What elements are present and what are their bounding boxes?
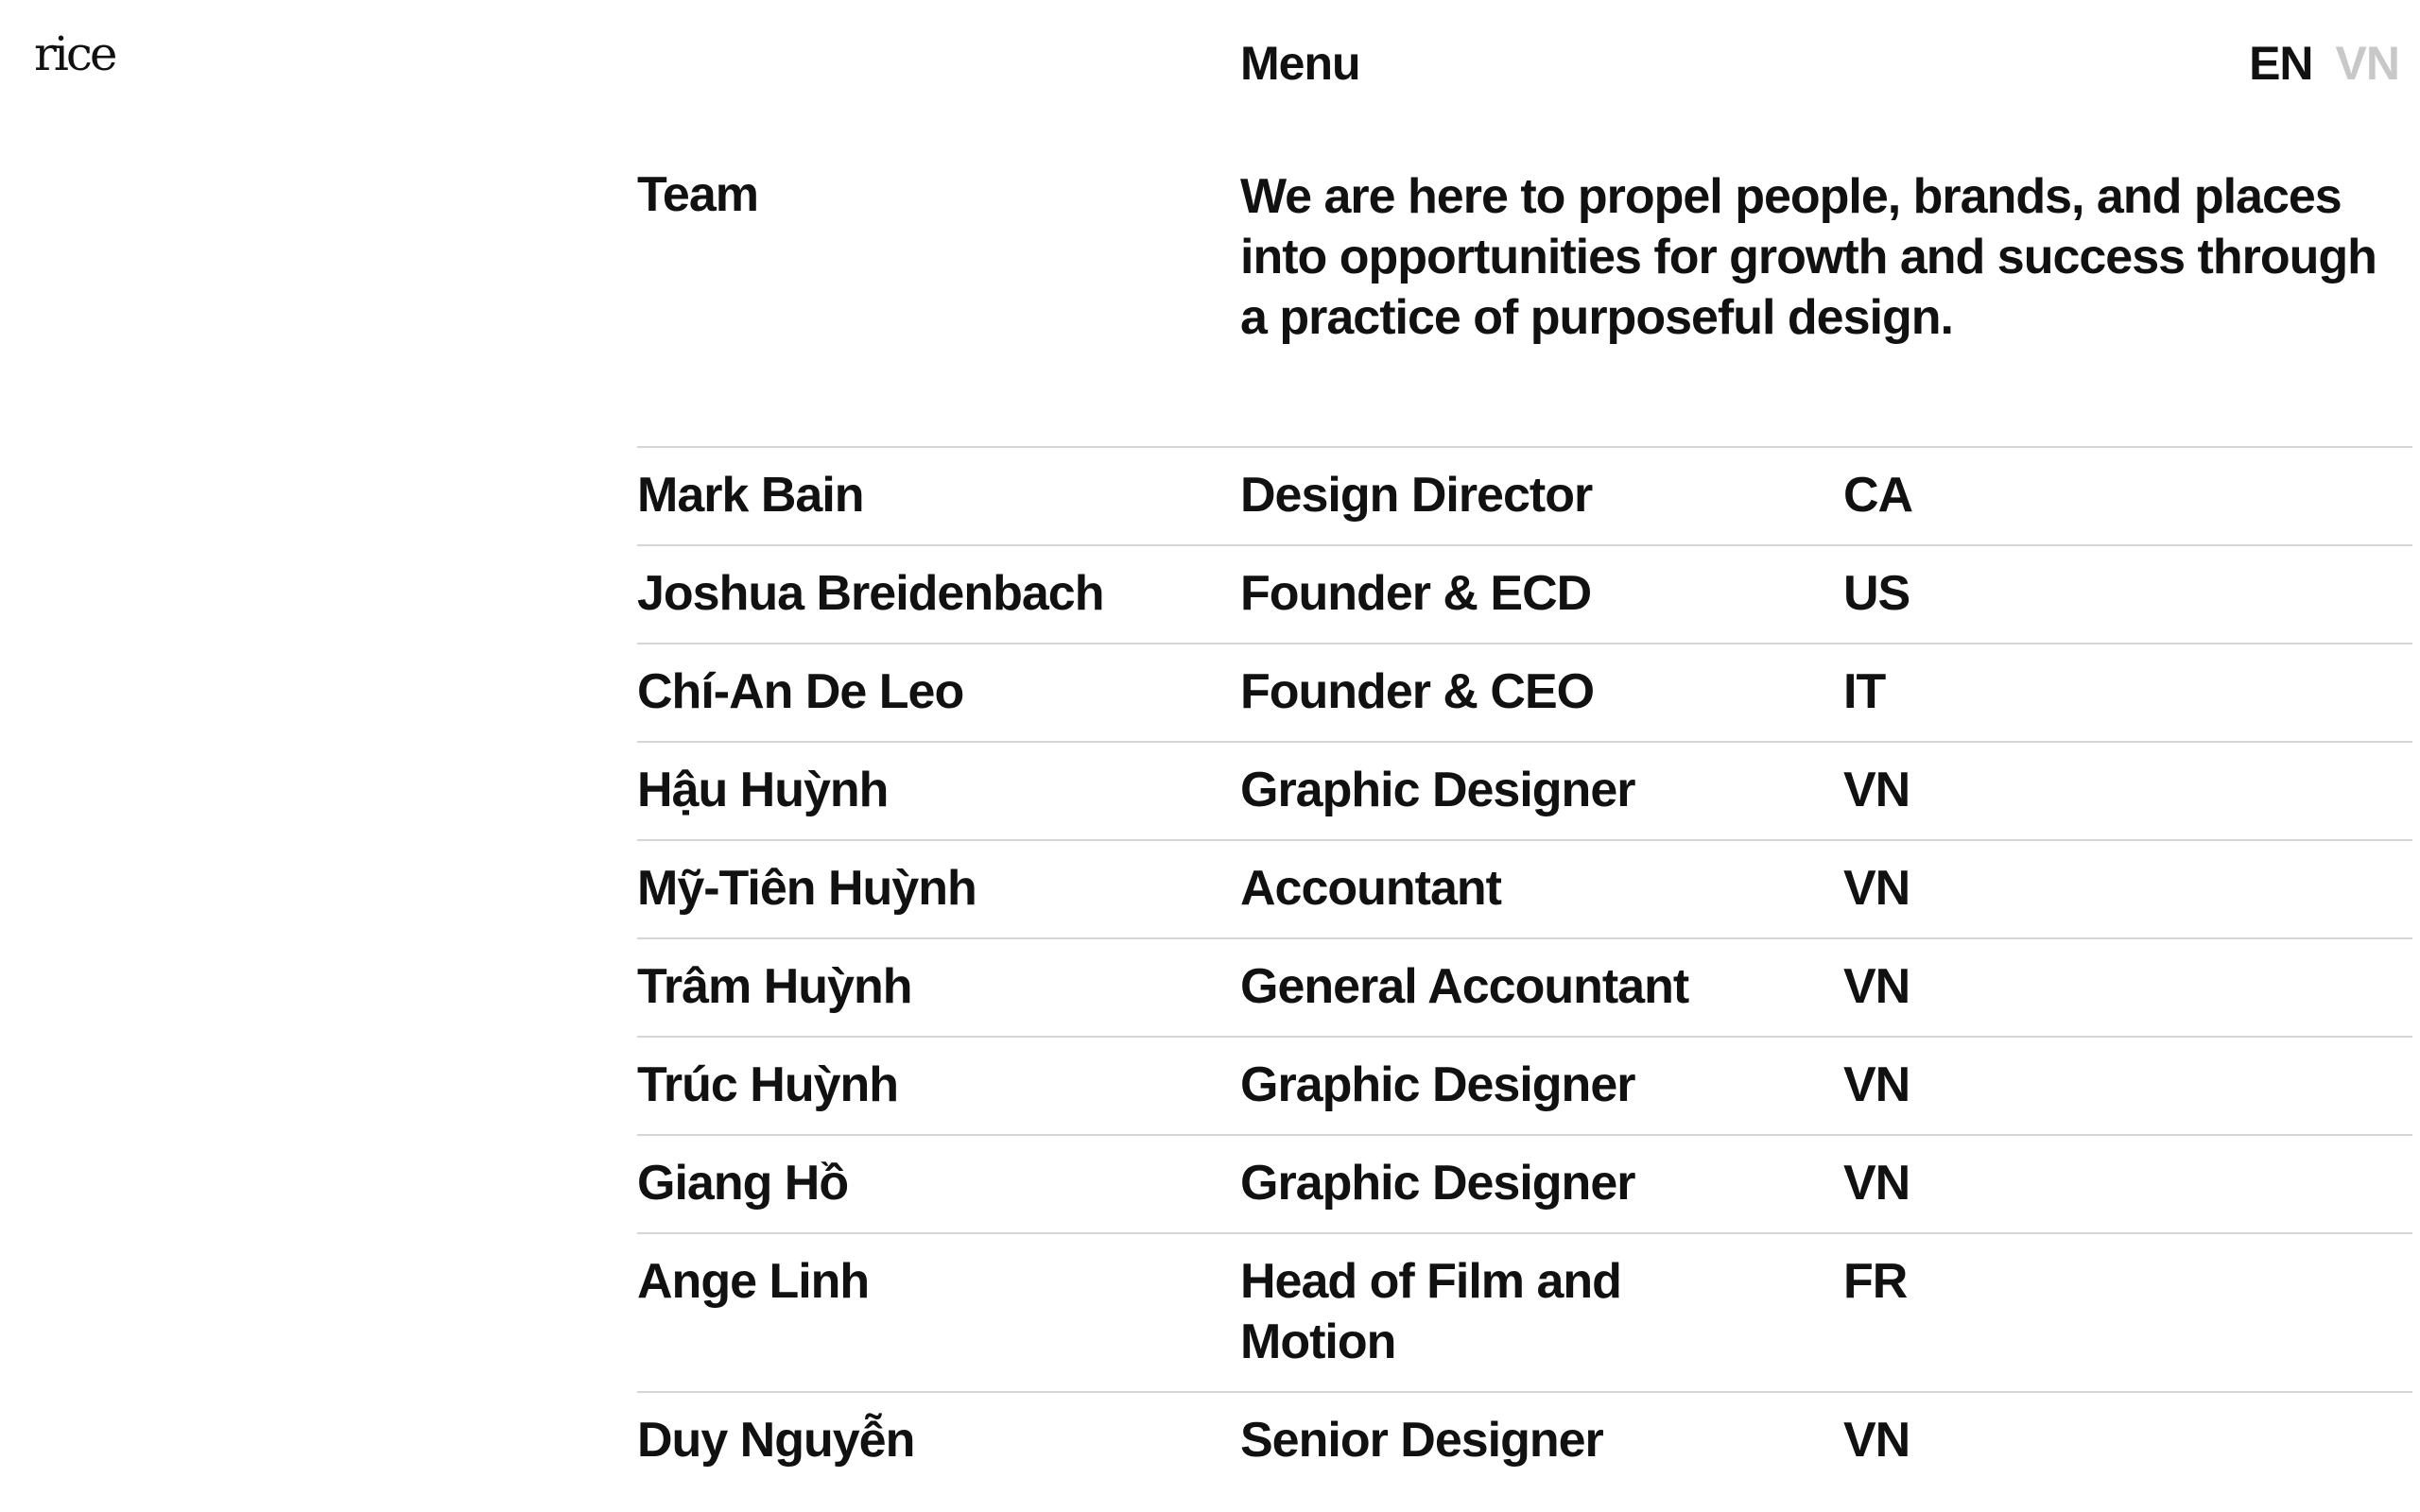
lang-vn-button[interactable]: VN <box>2335 37 2399 90</box>
member-role: Design Director <box>1240 468 1593 523</box>
member-name: Ange Linh <box>637 1254 870 1309</box>
team-table <box>637 446 2412 1489</box>
table-row <box>637 1391 2412 1489</box>
member-name: Joshua Breidenbach <box>637 566 1104 621</box>
language-switcher <box>2249 36 2399 91</box>
member-role: General Accountant <box>1240 959 1689 1014</box>
menu-button[interactable]: Menu <box>1240 37 1360 90</box>
lang-en-button[interactable]: EN <box>2249 37 2313 90</box>
member-role: Graphic Designer <box>1240 763 1635 817</box>
table-row <box>637 937 2412 1036</box>
table-row <box>637 1134 2412 1232</box>
member-country: US <box>1843 566 1910 621</box>
member-name: Mark Bain <box>637 468 864 523</box>
member-role: Senior Designer <box>1240 1413 1603 1468</box>
table-row <box>637 741 2412 839</box>
member-role: Accountant <box>1240 861 1501 916</box>
member-name: Trâm Huỳnh <box>637 959 912 1014</box>
member-name: Chí-An De Leo <box>637 664 964 719</box>
member-country: FR <box>1843 1254 1908 1309</box>
intro-text: We are here to propel people, brands, and places into opportunities for growth and success through a practice of purposeful design. <box>1240 169 2377 345</box>
table-row <box>637 643 2412 741</box>
member-country: CA <box>1843 468 1913 523</box>
member-role: Founder & CEO <box>1240 664 1595 719</box>
table-row <box>637 1232 2412 1391</box>
site-header <box>0 0 2420 123</box>
member-name: Giang Hồ <box>637 1156 849 1211</box>
table-row <box>637 1036 2412 1134</box>
member-name: Trúc Huỳnh <box>637 1057 899 1112</box>
table-row <box>637 544 2412 643</box>
member-country: VN <box>1843 763 1910 817</box>
member-role: Graphic Designer <box>1240 1057 1635 1112</box>
member-name: Hậu Huỳnh <box>637 763 889 817</box>
member-country: IT <box>1843 664 1886 719</box>
member-country: VN <box>1843 959 1910 1014</box>
member-role: Head of Film and Motion <box>1240 1254 1621 1369</box>
member-country: VN <box>1843 1413 1910 1468</box>
member-role: Graphic Designer <box>1240 1156 1635 1211</box>
member-country: VN <box>1843 1057 1910 1112</box>
member-country: VN <box>1843 1156 1910 1211</box>
member-country: VN <box>1843 861 1910 916</box>
member-role: Founder & ECD <box>1240 566 1592 621</box>
section-title: Team <box>637 167 758 222</box>
rice-logo[interactable]: rice <box>34 26 115 81</box>
table-row <box>637 446 2412 544</box>
member-name: Duy Nguyễn <box>637 1413 915 1468</box>
table-row <box>637 839 2412 937</box>
member-name: Mỹ-Tiên Huỳnh <box>637 861 977 916</box>
